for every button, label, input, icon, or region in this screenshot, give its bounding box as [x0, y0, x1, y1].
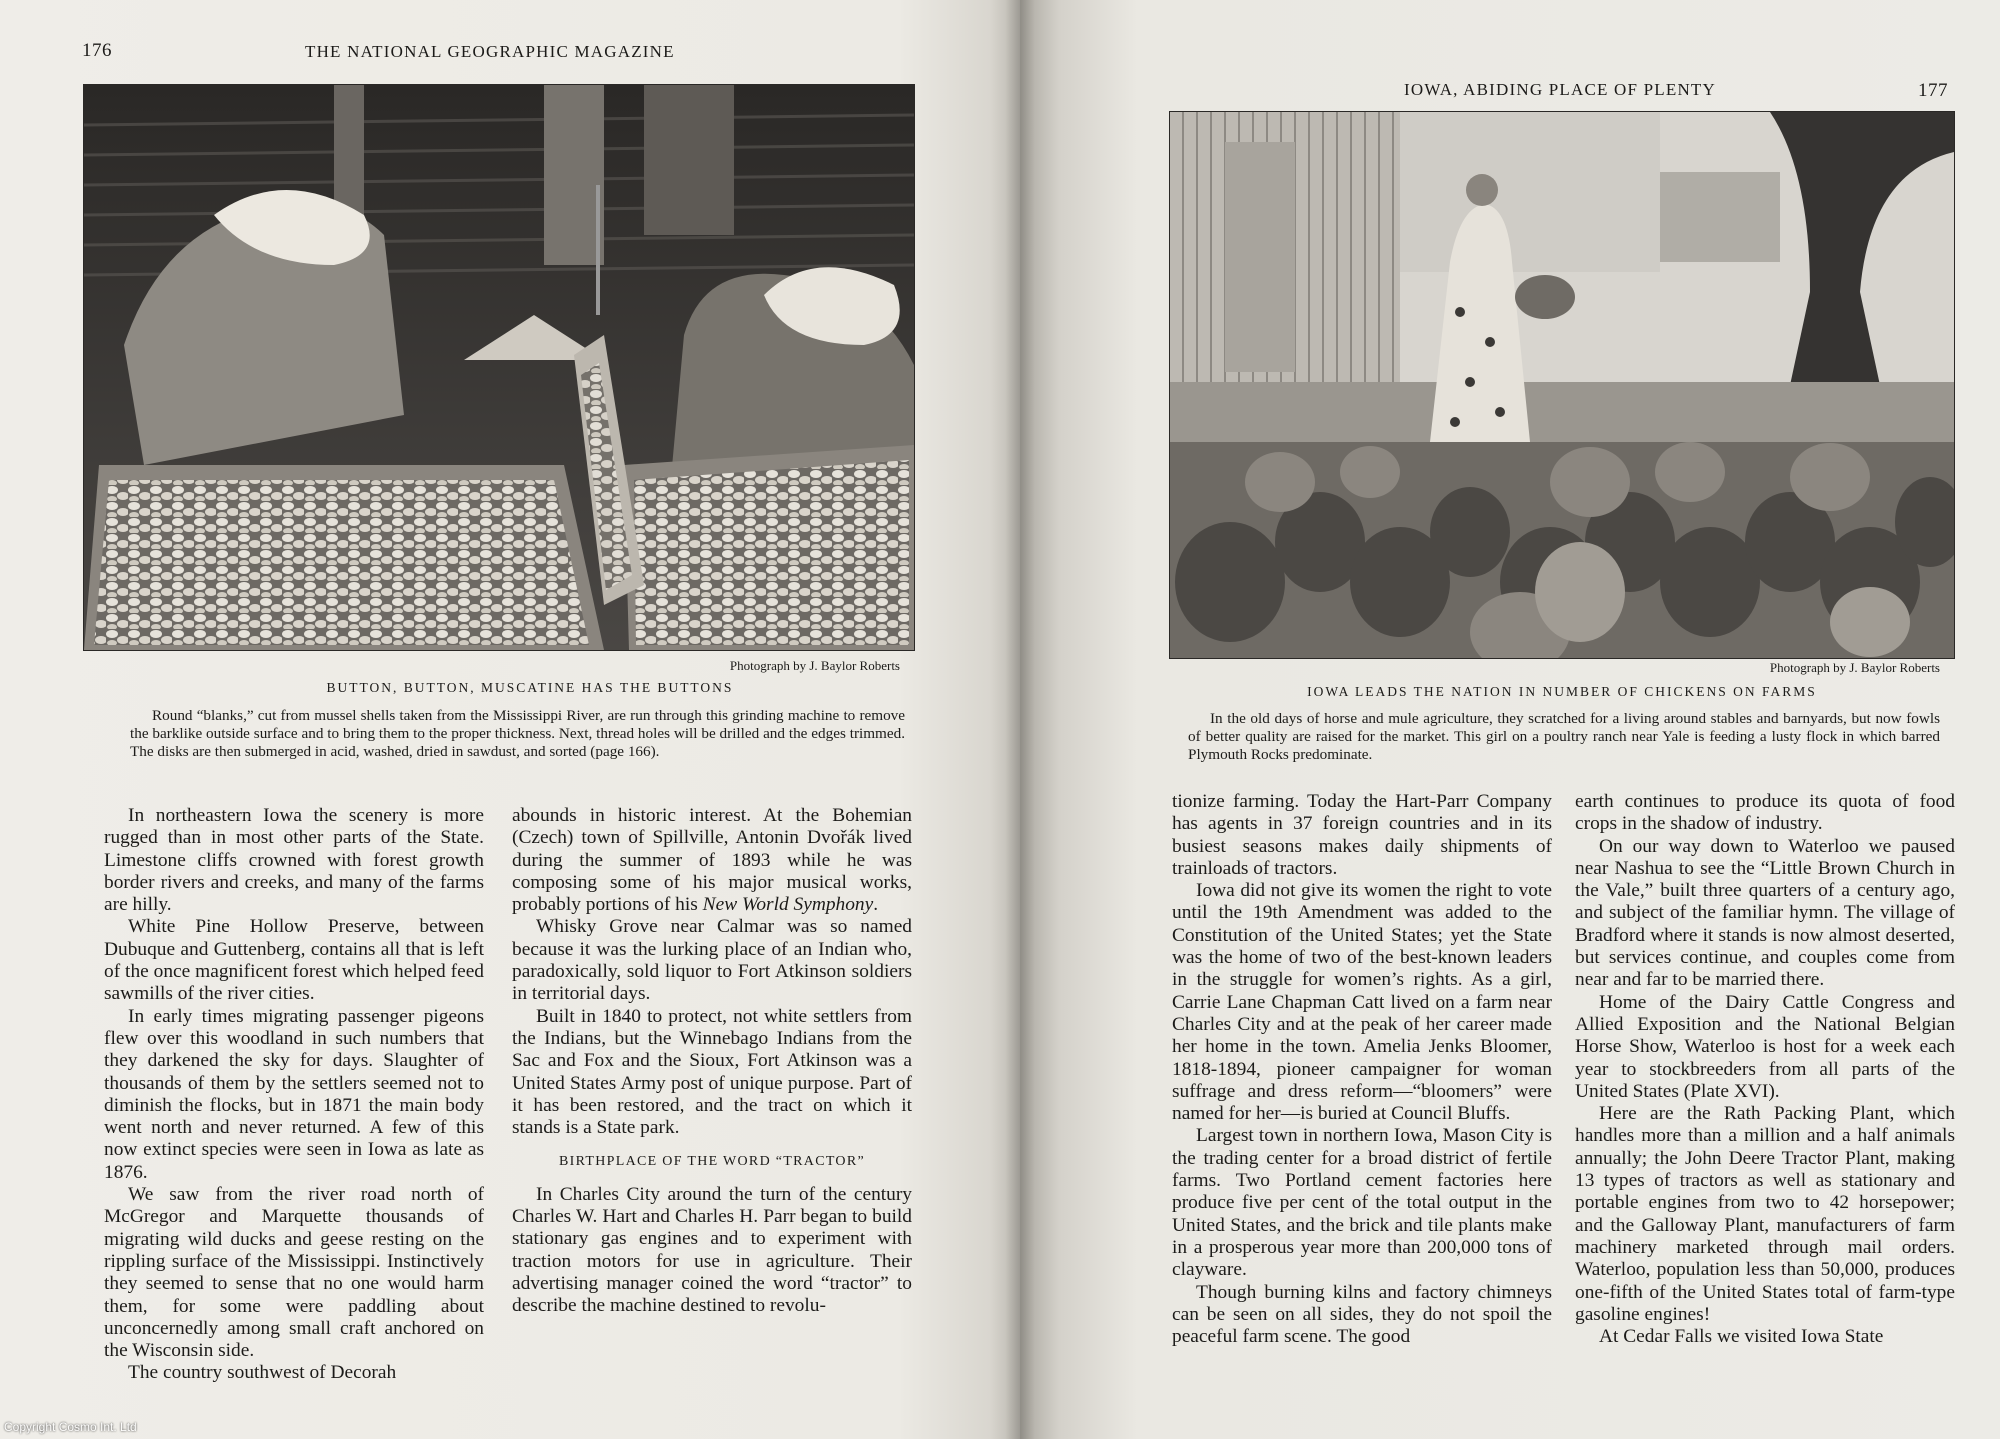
- paragraph: earth continues to produce its quota of food crops in the shadow of industry.: [1575, 791, 1955, 835]
- paragraph: At Cedar Falls we visited Iowa State: [1599, 1326, 1884, 1348]
- paragraph-text: abounds in historic interest. At the Bohemian (Czech) town of Spillville, Antonin Dvořák lived during the summer of 1893 while he was composing some of his major musical works, probably portions of his: [512, 805, 912, 916]
- section-subhead: BIRTHPLACE OF THE WORD “TRACTOR”: [559, 1154, 865, 1170]
- paragraph: Iowa did not give its women the right to vote until the 19th Amendment was added to the Constitution of the United States; yet the State was the home of two of the best-known leaders in the struggle for women’s rights. As a girl, Carrie Lane Chapman Catt lived on a farm near Charles City and at the peak of her career made her home in the town. Amelia Jenks Bloomer, 1818-1894, pioneer campaigner for woman suffrage and dress reform—“bloomers” were named for her—is buried at Council Bluffs.: [1172, 880, 1552, 1125]
- symphony-title: New World Symphony: [702, 894, 874, 916]
- caption-title-left: BUTTON, BUTTON, MUSCATINE HAS THE BUTTONS: [326, 680, 734, 695]
- photo-credit-left: Photograph by J. Baylor Roberts: [729, 658, 900, 673]
- paragraph: Though burning kilns and factory chimneys can be seen on all sides, they do not spoil the peaceful farm scene. The good: [1172, 1281, 1552, 1348]
- copyright-watermark: Copyright Cosmo Int. Ltd: [4, 1420, 137, 1434]
- paragraph: The country southwest of Decorah: [128, 1362, 397, 1384]
- paragraph: Home of the Dairy Cattle Congress and Allied Exposition and the National Belgian Horse Show, Waterloo is host for a week each year to stockbreeders from all parts of the United States (Plate XVI).: [1575, 991, 1955, 1102]
- chickens-illustration: [1170, 112, 1954, 658]
- page-number-right: 177: [1918, 80, 1948, 101]
- paragraph: White Pine Hollow Preserve, between Dubuque and Guttenberg, contains all that is left of the once magnificent forest which helped feed sawmills of the river cities.: [104, 916, 484, 1005]
- paragraph: In Charles City around the turn of the century Charles W. Hart and Charles H. Parr began to build stationary gas engines and to experiment with traction motors for use in agriculture. Their advertising manager coined the word “tractor” to describe the machine destined to revolu-: [512, 1183, 912, 1317]
- button-factory-illustration: [84, 85, 914, 650]
- running-head-right: IOWA, ABIDING PLACE OF PLENTY: [1404, 80, 1716, 99]
- caption-text-left: Round “blanks,” cut from mussel shells taken from the Mississippi River, are run through this grinding machine to remove the barklike outside surface and to bring them to the proper thickness. Next, thread holes will be drilled and the edges trimmed. The disks are then submerged in acid, washed, dried in sawdust, and sorted (page 166).: [130, 707, 905, 760]
- page-number-left: 176: [82, 40, 112, 61]
- paragraph-end: .: [873, 894, 879, 916]
- paragraph: In northeastern Iowa the scenery is more rugged than in most other parts of the State. Limestone cliffs crowned with forest growth border rivers and creeks, and many of the farms are hilly.: [104, 805, 484, 916]
- left-column-1: [104, 805, 484, 1385]
- photo-credit-right: Photograph by J. Baylor Roberts: [1769, 660, 1940, 675]
- right-column-2: [1575, 791, 1955, 1348]
- running-head-left: THE NATIONAL GEOGRAPHIC MAGAZINE: [305, 42, 675, 61]
- button-factory-photo: [84, 85, 914, 650]
- paragraph: Built in 1840 to protect, not white settlers from the Indians, but the Winnebago Indians from the Sac and Fox and the Sioux, Fort Atkinson was a United States Army post of unique purpose. Part of it has been restored, and the tract on which it stands is a State park.: [512, 1005, 912, 1139]
- left-column-2: [512, 805, 912, 1318]
- paragraph: Largest town in northern Iowa, Mason City is the trading center for a broad district of fertile farms. Two Portland cement factories here produce five per cent of the total output in the United States, and the brick and tile plants make in a prosperous year more than 200,000 tons of clayware.: [1172, 1125, 1552, 1281]
- paragraph: [512, 805, 912, 916]
- paragraph: In early times migrating passenger pigeons flew over this woodland in such numbers that they darkened the sky for days. Slaughter of thousands of them by the settlers seemed not to diminish the flocks, but in 1871 the main body went north and never returned. A few of this now extinct species were seen in Iowa as late as 1876.: [104, 1005, 484, 1183]
- caption-text-right: In the old days of horse and mule agriculture, they scratched for a living around stables and barnyards, but now fowls of better quality are raised for the market. This girl on a poultry ranch near Yale is feeding a lusty flock in which barred Plymouth Rocks predominate.: [1188, 710, 1940, 763]
- binding-gutter: [1005, 0, 1035, 1439]
- paragraph: Whisky Grove near Calmar was so named because it was the lurking place of an Indian who, paradoxically, sold liquor to Fort Atkinson soldiers in territorial days.: [512, 916, 912, 1005]
- chickens-photo: [1170, 112, 1954, 658]
- paragraph: tionize farming. Today the Hart-Parr Company has agents in 37 foreign countries and in its busiest seasons makes daily shipments of trainloads of tractors.: [1172, 791, 1552, 879]
- caption-title-right: IOWA LEADS THE NATION IN NUMBER OF CHICKENS ON FARMS: [1307, 684, 1817, 699]
- right-column-1: [1172, 791, 1552, 1348]
- paragraph: On our way down to Waterloo we paused near Nashua to see the “Little Brown Church in the Vale,” built three quarters of a century ago, and subject of the familiar hymn. The village of Bradford where it stands is now almost deserted, but services continue, and couples come from near and far to be married there.: [1575, 835, 1955, 991]
- paragraph: Here are the Rath Packing Plant, which handles more than a million and a half animals annually; the John Deere Tractor Plant, making 13 types of tractors as well as stationary and portable engines from two to 42 horsepower; and the Galloway Plant, manufacturers of farm machinery marketed through mail orders. Waterloo, population less than 50,000, produces one-fifth of the United States total of farm-type gasoline engines!: [1575, 1103, 1955, 1325]
- paragraph: We saw from the river road north of McGregor and Marquette thousands of migrating wild ducks and geese resting on the rippling surface of the Mississippi. Instinctively they seemed to sense that no one would harm them, for some were paddling about unconcernedly among small craft anchored on the Wisconsin side.: [104, 1184, 484, 1362]
